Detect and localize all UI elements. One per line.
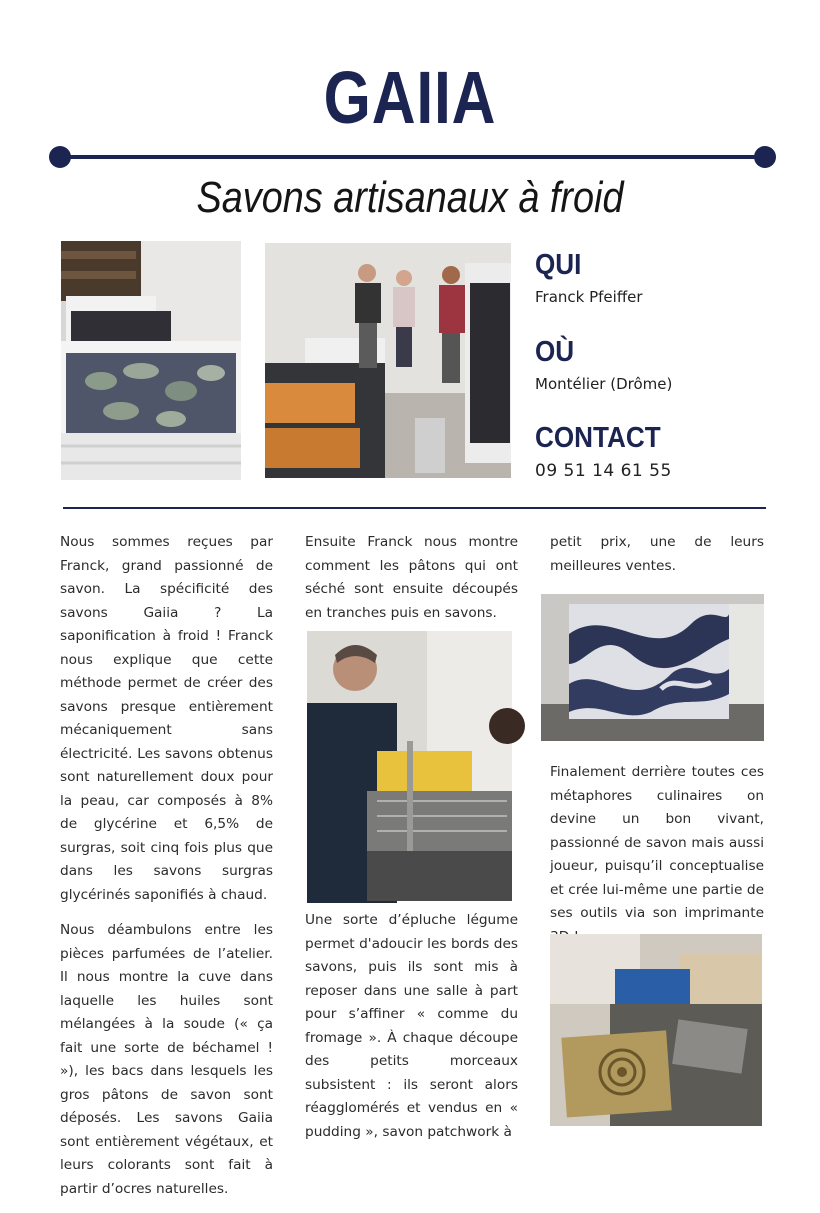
photo-marbled-soap — [541, 594, 764, 741]
article-paragraph: Finalement derrière toutes ces métaphores culinaires on devine un bon vivant, passionné de savon mais aussi joueur, puisqu’il conceptualise et crée lui-même une partie de ses outils via son imprimante — [550, 764, 764, 921]
article-column-3 — [550, 531, 764, 590]
who-value: Franck Pfeiffer — [535, 288, 643, 306]
photo-icon — [61, 241, 241, 480]
photo-workshop-visit — [265, 243, 511, 478]
subtitle: Savons artisanaux à froid — [196, 173, 624, 222]
where-label: OÙ — [535, 336, 575, 368]
photo-icon — [541, 594, 764, 741]
title-divider — [60, 155, 765, 159]
who-label: QUI — [535, 249, 582, 281]
where-value: Montélier (Drôme) — [535, 375, 673, 393]
article-paragraph: Une sorte d’épluche légume permet d'adoucir les bords des savons, puis ils sont mis à reposer dans une salle à part pour s’affiner « comme du fromage ». À chaque découpe des petits morceaux subsistent : ils seront alors réagglomérés et vendus en « pudding », savon patchwork à — [305, 912, 518, 1140]
article-paragraph: Nous déambulons entre les pièces parfumées de l’atelier. Il nous montre la cuve dans laquelle les huiles sont mélangées à la soude (« ça fait une sorte de béchamel ! »), les bacs dans lesquels les gros pâtons de savon sont déposés. Les savons Gaiia sont entièrement végétaux, et leurs colorants sont fait à partir d’ocres naturelles. — [60, 922, 273, 1197]
photo-soap-cutting — [307, 631, 512, 901]
article-column-2 — [305, 531, 518, 637]
article-paragraph: petit prix, une de leurs meilleures ventes. — [550, 534, 764, 574]
photo-soap-crates — [61, 241, 241, 480]
contact-label: CONTACT — [535, 422, 661, 454]
article-column-3-continued — [550, 761, 764, 961]
article-column-2-continued — [305, 909, 518, 1156]
article-paragraph: Nous sommes reçues par Franck, grand passionné de savon. La spécificité des savons Gaiia ? La saponification à froid ! Franck nous explique que cette méthode permet de créer des savons presque entièrement mécaniquement sans électricité. Les savons obtenus sont naturellement doux pour la peau, car composés à 8% de glycérine et 6,5% de surgras, soit cinq fois plus que dans les savons surgras glycérinés saponifiés à chaud. — [60, 534, 273, 903]
divider-dot-right — [754, 146, 776, 168]
photo-icon — [307, 631, 512, 901]
photo-icon — [550, 934, 762, 1126]
photo-soap-stamp — [550, 934, 762, 1126]
article-paragraph: Ensuite Franck nous montre comment les pâtons qui ont séché sont ensuite découpés en tranches puis en savons. — [305, 534, 518, 621]
brand-title: GAIIA — [323, 56, 497, 139]
article-column-1 — [60, 531, 273, 1213]
divider-dot-left — [49, 146, 71, 168]
section-divider — [63, 507, 766, 509]
contact-phone: 09 51 14 61 55 — [535, 461, 672, 481]
photo-icon — [265, 243, 511, 478]
